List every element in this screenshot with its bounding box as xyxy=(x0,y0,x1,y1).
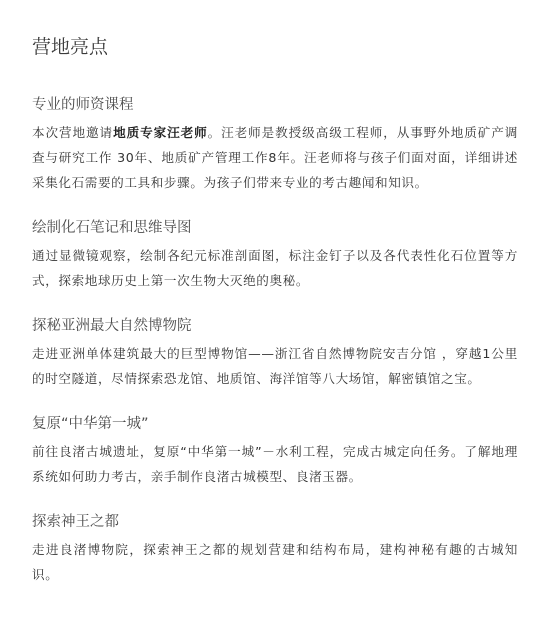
body-highlight: 地质专家汪老师 xyxy=(113,125,208,140)
body-text: 。汪老师是教授级高级工程师，从事野外地质矿产调查与研究工作 30年、地质矿产管理工作8年。汪老师将与孩子们面对面，详细讲述采集化石需要的工具和步骤。为孩子们带来专业的考古趣闻和知识。 xyxy=(32,125,518,190)
section-god-king-capital xyxy=(32,512,518,587)
section-heading: 探索神王之都 xyxy=(32,514,119,530)
body-text: 本次营地邀请 xyxy=(32,125,114,140)
section-teachers xyxy=(32,95,518,195)
section-heading: 复原“中华第一城” xyxy=(32,416,149,432)
section-heading: 探秘亚洲最大自然博物院 xyxy=(32,318,192,334)
section-body: 前往良渚古城遗址，复原“中华第一城”－水利工程，完成古城定向任务。了解地理系统如何助力考古，亲手制作良渚古城模型、良渚玉器。 xyxy=(32,444,518,484)
section-heading: 绘制化石笔记和思维导图 xyxy=(32,220,192,236)
section-body: 走进亚洲单体建筑最大的巨型博物馆——浙江省自然博物院安吉分馆 ，穿越1公里的时空隧道，尽情探索恐龙馆、地质馆、海洋馆等八大场馆，解密镇馆之宝。 xyxy=(32,346,518,386)
section-museum xyxy=(32,316,518,391)
page-title: 营地亮点 xyxy=(32,36,109,58)
section-ancient-city xyxy=(32,414,518,489)
section-body: 通过显微镜观察，绘制各纪元标准剖面图，标注金钉子以及各代表性化石位置等方式，探索地球历史上第一次生物大灭绝的奥秘。 xyxy=(32,248,518,288)
section-body: 走进良渚博物院，探索神王之都的规划营建和结构布局，建构神秘有趣的古城知识。 xyxy=(32,542,518,582)
section-body xyxy=(32,120,518,195)
section-heading: 专业的师资课程 xyxy=(32,97,134,113)
section-fossil-notes xyxy=(32,218,518,293)
